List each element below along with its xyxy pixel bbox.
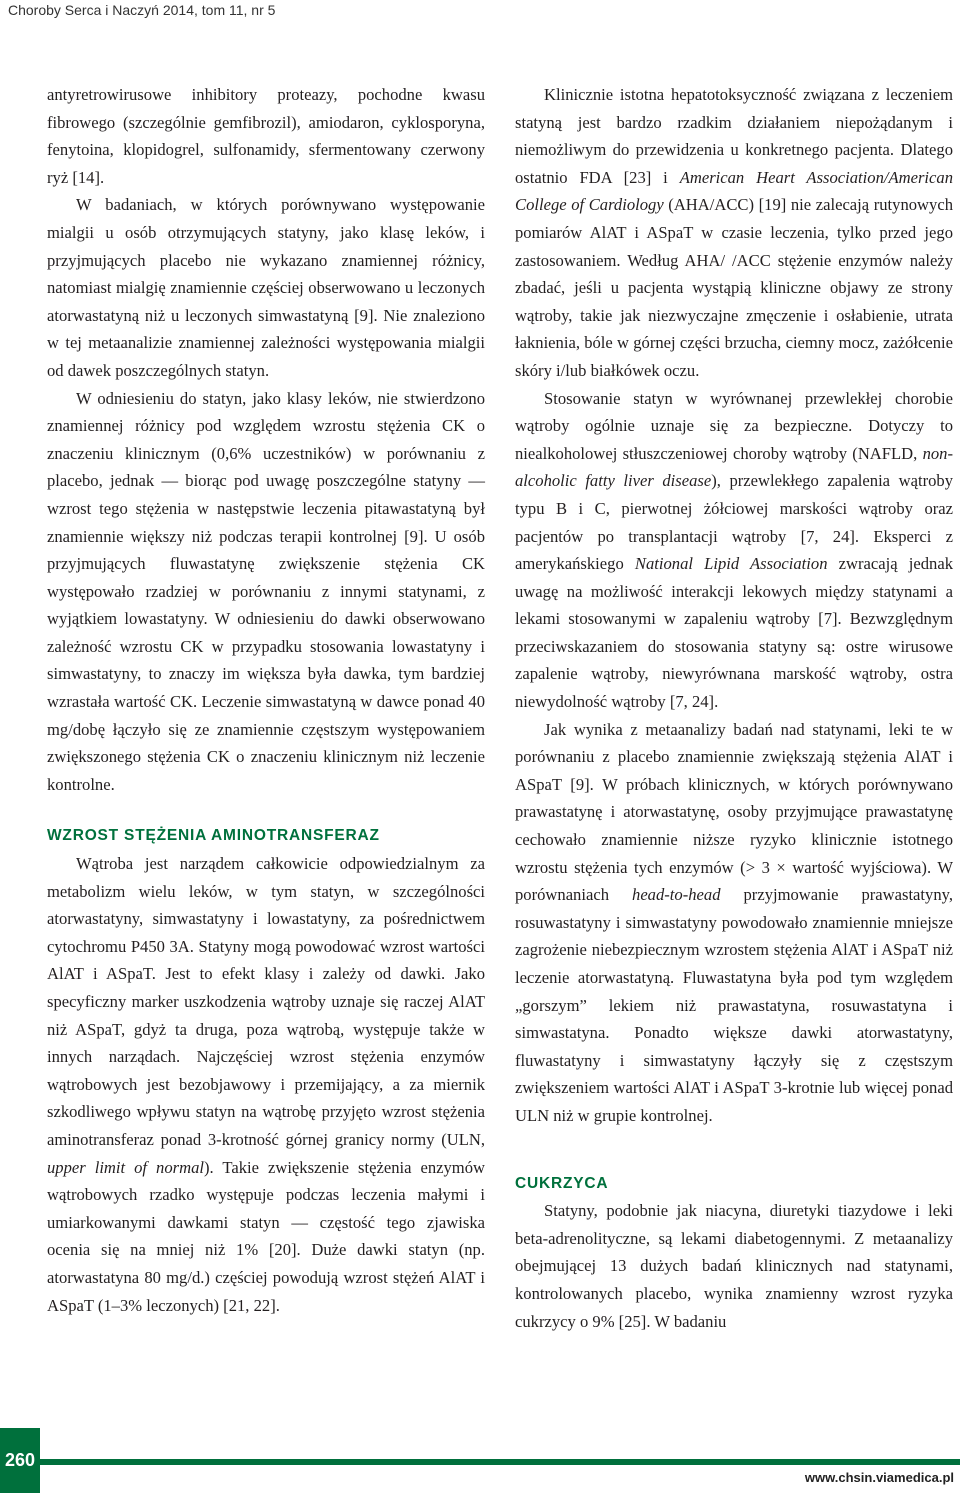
- paragraph: Statyny, podobnie jak niacyna, diuretyki tiazydowe i leki beta-adrenolityczne, są lekami diabetogennymi. Z metaanalizy obejmującej 13 dużych badań klinicznych nad statynami, kontrolowanych placebo, wynika znamienny wzrost ryzyka cukrzycy o 9% [25]. W badaniu: [515, 1201, 953, 1331]
- footer-url[interactable]: www.chsin.viamedica.pl: [804, 1470, 954, 1485]
- page-number: 260: [4, 1450, 36, 1470]
- paragraph: Wątroba jest narządem całkowicie odpowiedzialnym za metabolizm wielu leków, w tym statyn, w szczególności atorwastatyny, simwastatyny i lowastatyny, za pośrednictwem cytochromu P450 3A. Statyny mogą powodować wzrost wartości AlAT i ASpaT. Jest to efekt klasy i zależy od dawki. Jako specyficzny marker uszkodzenia wątroby uznaje się raczej AlAT niż ASpaT, gdyż ta druga, poza wątrobą, występuje także w innych narządach. Najczęściej wzrost stężenia enzymów wątrobowych jest bezobjawowy i przemijający, a za miernik szkodliwego wpływu statyn na wątrobę przyjęto wzrost stężenia aminotransferaz ponad 3-krotność górnej granicy normy (ULN, upper limit of normal). Takie zwiększenie stężenia enzymów wątrobowych rzadko występuje podczas leczenia małymi i umiarkowanymi dawkami statyn — częstość tego zjawiska ocenia się na mniej niż 1% [20]. Duże dawki statyn (np. atorwastatyna 80 mg/d.) częściej powodują wzrost stężeń AlAT i ASpaT (1–3% leczonych) [21, 22].: [47, 854, 485, 1315]
- paragraph: antyretrowirusowe inhibitory proteazy, pochodne kwasu fibrowego (szczególnie gemfibrozil), amiodaron, cyklosporyna, fenytoina, klopidogrel, sulfonamidy, sfermentowany czerwony ryż [14].: [47, 85, 485, 187]
- running-head: Choroby Serca i Naczyń 2014, tom 11, nr 5: [8, 2, 276, 18]
- section-heading-diabetes: CUKRZYCA: [515, 1174, 609, 1192]
- footer-rule: [40, 1459, 960, 1467]
- paragraph: W badaniach, w których porównywano występowanie mialgii u osób otrzymujących statyny, jako klasę leków, i przyjmujących placebo nie wykazano znamiennej różnicy, natomiast mialgię znamiennie częściej obserwowano u leczonych atorwastatyną niż u leczonych simwastatyną [9]. Nie znaleziono w tej metaanalizie znamiennej zależności występowania mialgii od dawek poszczególnych statyn.: [47, 195, 485, 380]
- paragraph: Klinicznie istotna hepatotoksyczność związana z leczeniem statyną jest bardzo rzadkim działaniem niepożądanym i niemożliwym do przewidzenia u konkretnego pacjenta. Dlatego ostatnio FDA [23] i American Heart Association/American College of Cardiology (AHA/ACC) [19] nie zalecają rutynowych pomiarów AlAT i ASpaT w czasie leczenia, tylko przed jego zastosowaniem. Według AHA/ /ACC stężenie enzymów należy zbadać, jeśli u pacjenta wystąpią kliniczne objawy ze strony wątroby, takie jak niezwyczajne zmęczenie i osłabienie, utrata łaknienia, bóle w górnej części brzucha, ciemny mocz, zażółcenie skóry i/lub białkówek oczu.: [515, 85, 954, 380]
- right-column: [515, 81, 953, 1335]
- paragraph: Jak wynika z metaanalizy badań nad statynami, leki te w porównaniu z placebo znamiennie zwiększają stężenia AlAT i ASpaT [9]. W próbach klinicznych, w których porównywano prawastatynę i atorwastatynę, osoby przyjmujące prawastatynę cechowało znamiennie niższe ryzyko klinicznie istotnego wzrostu stężenia tych enzymów (> 3 × wartość wyjściowa). W porównaniach head-to-head przyjmowanie prawastatyny, rosuwastatyny i simwastatyny powodowało znamiennie mniejsze zagrożenie niebezpiecznym wzrostem stężenia AlAT i ASpaT niż leczenie atorwastatyną. Fluwastatyna była pod tym względem „gorszym” lekiem niż prawastatyna, rosuwastatyna i simwastatyna. Ponadto większe dawki atorwastatyny, fluwastatyny i simwastatyny łączyły się z częstszym zwiększeniem wartości AlAT i ASpaT 3-krotnie lub więcej ponad ULN niż w grupie kontrolnej.: [515, 719, 953, 1125]
- paragraph: Stosowanie statyn w wyrównanej przewlekłej chorobie wątroby ogólnie uznaje się za bezpieczne. Dotyczy to niealkoholowej stłuszczeniowej choroby wątroby (NAFLD, non-alcoholic fatty liver disease), przewlekłego zapalenia wątroby typu B i C, pierwotnej żółciowej marskości wątroby oraz pacjentów po transplantacji wątroby [7, 24]. Eksperci z amerykańskiego National Lipid Association zwracają jednak uwagę na możliwość interakcji lekowych między statynami a lekami stosowanymi w zapaleniu wątroby [7]. Bezwzględnym przeciwskazaniem do stosowania statyny są: ostre wirusowe zapalenie wątroby, niewyrównana marskość wątroby, ostra niewydolność wątroby [7, 24].: [515, 388, 953, 712]
- paragraph: W odniesieniu do statyn, jako klasy leków, nie stwierdzono znamiennej różnicy pod względem wzrostu stężenia CK o znaczeniu klinicznym (0,6% uczestników) w porównaniu z placebo, jednak — biorąc pod uwagę poszczególne statyny — wzrost tego stężenia w następstwie leczenia pitawastatyną był znamiennie większy niż podczas terapii kontrolnej [9]. U osób przyjmujących fluwastatynę zwiększenie stężenia CK występowało rzadziej w porównaniu z innymi statynami, z wyjątkiem lowastatyny. W odniesieniu do dawki obserwowano zależność wzrostu CK w przypadku stosowania lowastatyny i simwastatyny, to znaczy im większa była dawka, tym bardziej wzrastała wartość CK. Leczenie simwastatyną w dawce ponad 40 mg/dobę łączyło się ze znamiennie częstszym występowaniem zwiększonego stężenia CK o znaczeniu klinicznym niż leczenie kontrolne.: [47, 388, 485, 794]
- left-column: [47, 81, 485, 1319]
- section-heading-aminotransferases: WZROST STĘŻENIA AMINOTRANSFERAZ: [47, 827, 380, 845]
